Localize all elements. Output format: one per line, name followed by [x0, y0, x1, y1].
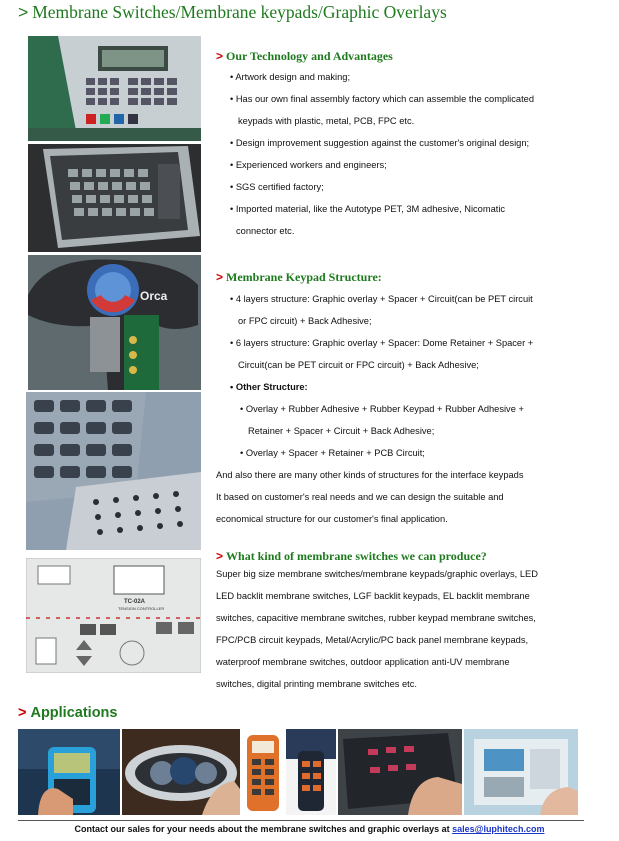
page-title-text: Membrane Switches/Membrane keypads/Graphic Overlays [32, 2, 447, 22]
list-item: • Artwork design and making; [230, 72, 351, 82]
list-item: • Imported material, like the Autotype PET, 3M adhesive, Nicomatic [230, 204, 506, 214]
panel-sub-label: TENSION CONTROLLER [118, 606, 165, 611]
app-photo-medical [464, 729, 578, 815]
keypad-photo-1 [28, 36, 201, 141]
list-item: Retainer + Spacer + Circuit + Back Adhesive; [248, 426, 435, 436]
list-item: • 4 layers structure: Graphic overlay + Spacer + Circuit(can be PET circuit [230, 294, 533, 304]
app-photo-remote [242, 729, 284, 815]
contact-text: Contact our sales for your needs about the membrane switches and graphic overlays at [74, 824, 453, 834]
paragraph-line: economical structure for our customer's final application. [216, 514, 448, 524]
tension-controller-photo [26, 558, 201, 673]
paragraph-line: switches, digital printing membrane switches etc. [216, 679, 417, 689]
structure-heading: > Membrane Keypad Structure: [216, 270, 382, 284]
paragraph-line: It based on customer's real needs and we can design the suitable and [216, 492, 504, 502]
list-item: • Overlay + Rubber Adhesive + Rubber Keypad + Rubber Adhesive + [240, 404, 524, 414]
paragraph-line: LED backlit membrane switches, LGF backlit keypads, EL backlit membrane [216, 591, 530, 601]
paragraph-line: Super big size membrane switches/membrane keypads/graphic overlays, LED [216, 569, 538, 579]
orca-logo: Orca [140, 289, 168, 303]
keypad-photo-orca [28, 255, 201, 390]
list-item: • 6 layers structure: Graphic overlay + Spacer: Dome Retainer + Spacer + [230, 338, 534, 348]
arrow-marker: > [18, 2, 29, 22]
produce-text [216, 563, 576, 695]
app-photo-handheld [18, 729, 120, 815]
footer-rule [18, 820, 584, 821]
paragraph-line: waterproof membrane switches, outdoor application anti-UV membrane [216, 657, 510, 667]
list-item: Circuit(can be PET circuit or FPC circuit) + Back Adhesive; [238, 360, 479, 370]
list-item: connector etc. [236, 226, 295, 236]
keypad-photo-2 [28, 144, 201, 252]
app-photo-dashboard [122, 729, 240, 815]
panel-label: TC-02A [124, 599, 146, 605]
structure-list [216, 288, 576, 530]
page-title [18, 2, 447, 23]
list-item: • Design improvement suggestion against the customer's original design; [230, 138, 530, 148]
list-item: • Experienced workers and engineers; [230, 160, 387, 170]
paragraph-line: And also there are many other kinds of structures for the interface keypads [216, 470, 524, 480]
rubber-keypad-photo [26, 392, 201, 550]
email-link[interactable]: sales@luphitech.com [452, 824, 545, 834]
list-item: • SGS certified factory; [230, 182, 324, 192]
list-item: or FPC circuit) + Back Adhesive; [238, 316, 372, 326]
list-item: • Overlay + Spacer + Retainer + PCB Circuit; [240, 448, 425, 458]
produce-heading: > What kind of membrane switches we can produce? [216, 549, 487, 563]
paragraph-line: FPC/PCB circuit keypads, Metal/Acrylic/PC back panel membrane keypads, [216, 635, 529, 645]
footer-contact [0, 824, 619, 834]
tech-list [216, 66, 576, 242]
list-item: • Other Structure: [230, 382, 308, 392]
app-photo-touchpanel [338, 729, 462, 815]
applications-heading: > Applications [18, 705, 118, 721]
list-item: • Has our own final assembly factory which can assemble the complicated [230, 94, 534, 104]
app-photo-controller [286, 729, 336, 815]
list-item: keypads with plastic, metal, PCB, FPC etc. [238, 116, 415, 126]
paragraph-line: switches, capacitive membrane switches, rubber keypad membrane switches, [216, 613, 536, 623]
tech-heading: > Our Technology and Advantages [216, 49, 393, 63]
